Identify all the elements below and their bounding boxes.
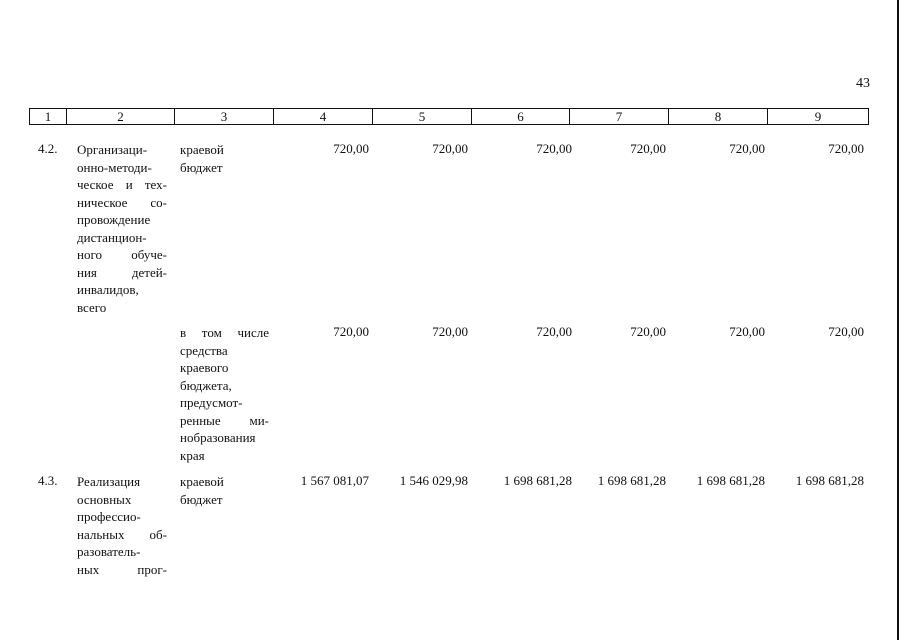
- value-col-8: 720,00: [729, 141, 765, 156]
- value-col-6: 1 698 681,28: [503, 473, 572, 488]
- column-number-5: 5: [373, 109, 472, 125]
- value-col-9: 720,00: [828, 324, 864, 339]
- value-col-8: 1 698 681,28: [696, 473, 765, 488]
- column-number-8: 8: [669, 109, 768, 125]
- value-col-8: 720,00: [729, 324, 765, 339]
- value-col-6: 720,00: [536, 324, 572, 339]
- value-col-6: 720,00: [536, 141, 572, 156]
- column-number-6: 6: [472, 109, 570, 125]
- value-col-5: 720,00: [432, 141, 468, 156]
- value-col-5: 720,00: [432, 324, 468, 339]
- value-col-4: 720,00: [333, 141, 369, 156]
- row-number: 4.3.: [38, 473, 58, 488]
- row-title: Реализация основных профессио- нальных об- разователь- ных прог-: [77, 474, 167, 577]
- row-number: 4.2.: [38, 141, 58, 156]
- value-col-7: 720,00: [630, 141, 666, 156]
- row-title: Организаци- онно-методи- ческое и тех- ническое со- провождение дистанцион- ного обуче- ния детей- инвалидов, всего: [77, 142, 167, 315]
- column-number-3: 3: [175, 109, 274, 125]
- column-number-header: [29, 108, 869, 125]
- funding-source: краевой бюджет: [180, 142, 224, 175]
- value-col-5: 1 546 029,98: [399, 473, 468, 488]
- funding-source: в том числе средства краевого бюджета, предусмот- ренные ми- нобразования края: [180, 325, 269, 463]
- value-col-4: 720,00: [333, 324, 369, 339]
- page-edge-border: [897, 0, 899, 640]
- column-number-2: 2: [67, 109, 175, 125]
- page-number: 43: [856, 76, 870, 91]
- value-col-7: 1 698 681,28: [597, 473, 666, 488]
- column-number-7: 7: [570, 109, 669, 125]
- value-col-9: 1 698 681,28: [795, 473, 864, 488]
- value-col-7: 720,00: [630, 324, 666, 339]
- column-number-9: 9: [768, 109, 869, 125]
- funding-source: краевой бюджет: [180, 474, 224, 507]
- value-col-9: 720,00: [828, 141, 864, 156]
- value-col-4: 1 567 081,07: [300, 473, 369, 488]
- column-number-4: 4: [274, 109, 373, 125]
- column-number-1: 1: [30, 109, 67, 125]
